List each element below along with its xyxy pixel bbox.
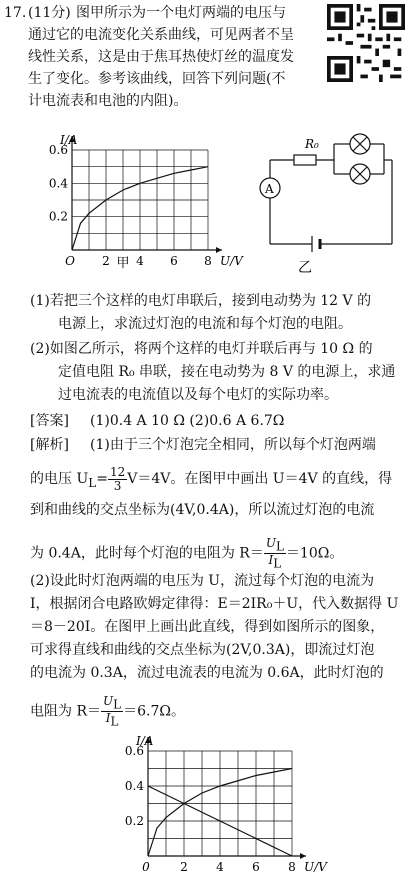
graph-jia	[30, 126, 243, 276]
x-tick-label: 6	[170, 254, 178, 268]
y-tick-label: 0.6	[48, 143, 68, 157]
question-2-line-3: 过电流表的电流值以及每个电灯的实际功率。	[58, 387, 338, 403]
subscript-l: L	[273, 556, 282, 571]
question-2-line-2: 定值电阻 R₀ 串联，接在电动势为 8 V 的电源上，求通	[58, 364, 396, 380]
fraction-numerator: U	[103, 694, 114, 708]
analysis-line-3: 到和曲线的交点坐标为(4V,0.4A)，所以流过灯泡的电流	[30, 502, 375, 518]
origin-label: 0	[142, 860, 150, 874]
question-1-line-1: (1)若把三个这样的电灯串联后，接到电动势为 12 V 的	[30, 293, 372, 309]
fraction-ul-over-il	[264, 537, 286, 570]
y-tick-label: 0.6	[124, 744, 144, 758]
x-axis-arrow	[300, 853, 306, 859]
subscript-l: L	[275, 539, 284, 554]
answer-text: (1)0.4 A 10 Ω (2)0.6 A 6.7Ω	[90, 413, 285, 429]
analysis-text: 的电压 U	[30, 471, 89, 488]
y-tick-label: 0.2	[124, 814, 144, 828]
y-axis-label: I/A	[136, 734, 154, 748]
fraction-denominator: I	[268, 552, 274, 567]
x-tick-label: 4	[136, 254, 144, 268]
x-tick-label: 2	[180, 860, 188, 874]
question-2-line-1: (2)如图乙所示，将两个这样的电灯并联后再与 10 Ω 的	[30, 341, 373, 357]
fraction-ul-over-il	[101, 695, 123, 728]
subscript-l: L	[110, 714, 119, 729]
analysis-text: 为 0.4A，此时每个灯泡的电阻为 R＝	[30, 545, 264, 562]
x-tick-label: 2	[102, 254, 110, 268]
subscript-l: L	[113, 697, 122, 712]
x-tick-label: 8	[288, 860, 296, 874]
analysis-line-4	[30, 537, 343, 570]
problem-line-2: 通过它的电流变化关系曲线，可见两者不呈	[28, 27, 294, 43]
equals-sign: =	[96, 471, 108, 488]
analysis-line-8: 可求得直线和曲线的交点坐标为(2V,0.3A)，即流过灯泡	[30, 642, 375, 658]
x-axis-label: U/V	[220, 254, 243, 268]
problem-line-1: 图甲所示为一个电灯两端的电压与	[76, 5, 286, 21]
problem-line-5: 计电流表和电池的内阻)。	[28, 93, 188, 109]
question-1-line-2: 电源上，求流过灯泡的电流和每个灯泡的电阻。	[58, 316, 352, 332]
resistor-r0	[294, 155, 316, 165]
x-tick-label: 6	[252, 860, 260, 874]
answer-tag: [答案]	[30, 413, 69, 429]
analysis-text: 电阻为 R＝	[30, 703, 101, 720]
analysis-text: V＝4V。在图甲中画出 U＝4V 的直线，得	[127, 471, 393, 488]
analysis-line-1: (1)由于三个灯泡完全相同，所以每个灯泡两端	[90, 437, 376, 453]
analysis-line-9: 的电流为 0.3A，流过电流表的电流为 0.6A，此时灯泡的	[30, 665, 384, 681]
analysis-line-5: (2)设此时灯泡两端的电压为 U，流过每个灯泡的电流为	[30, 573, 375, 589]
analysis-text: ＝10Ω。	[285, 545, 344, 562]
fraction-numerator: U	[265, 536, 276, 550]
origin-label: O	[65, 254, 75, 268]
analysis-tag: [解析]	[30, 437, 69, 453]
x-tick-label: 4	[216, 860, 224, 874]
analysis-line-7: ＝8－20I。在图甲上画出此直线，得到如图所示的图象，	[30, 619, 385, 635]
x-axis-label: U/V	[304, 860, 327, 874]
analysis-text: ＝6.7Ω。	[123, 703, 185, 720]
analysis-line-6: I，根据闭合电路欧姆定律得：E＝2IR₀＋U，代入数据得 U	[30, 596, 399, 612]
problem-line-4: 生了变化。参考该曲线，回答下列问题(不	[28, 71, 286, 87]
analysis-line-2	[30, 466, 392, 492]
resistor-label: R₀	[305, 137, 319, 151]
problem-score: (11分)	[28, 5, 71, 21]
circuit-yi	[256, 126, 406, 274]
graph-answer	[110, 732, 330, 882]
subscript-l: L	[88, 475, 97, 490]
figure-label-yi: 乙	[298, 260, 312, 276]
y-tick-label: 0.2	[48, 209, 68, 224]
fraction-12-over-3	[108, 466, 127, 492]
y-tick-label: 0.4	[48, 176, 68, 191]
y-tick-label: 0.4	[124, 779, 144, 793]
analysis-line-10	[30, 695, 185, 728]
problem-line-3: 线性关系，这是由于焦耳热使灯丝的温度发	[28, 49, 294, 65]
figure-label-jia: 甲	[116, 256, 130, 271]
fraction-denominator: I	[105, 710, 111, 725]
y-axis-label: I/A	[60, 133, 78, 147]
fraction-denominator: 3	[113, 478, 122, 493]
ammeter-label: A	[265, 182, 274, 196]
fraction-numerator: 12	[109, 465, 126, 479]
qr-code-image	[327, 4, 405, 82]
x-axis-arrow	[216, 247, 222, 253]
problem-number: 17.	[4, 5, 27, 21]
x-tick-label: 8	[204, 254, 212, 268]
